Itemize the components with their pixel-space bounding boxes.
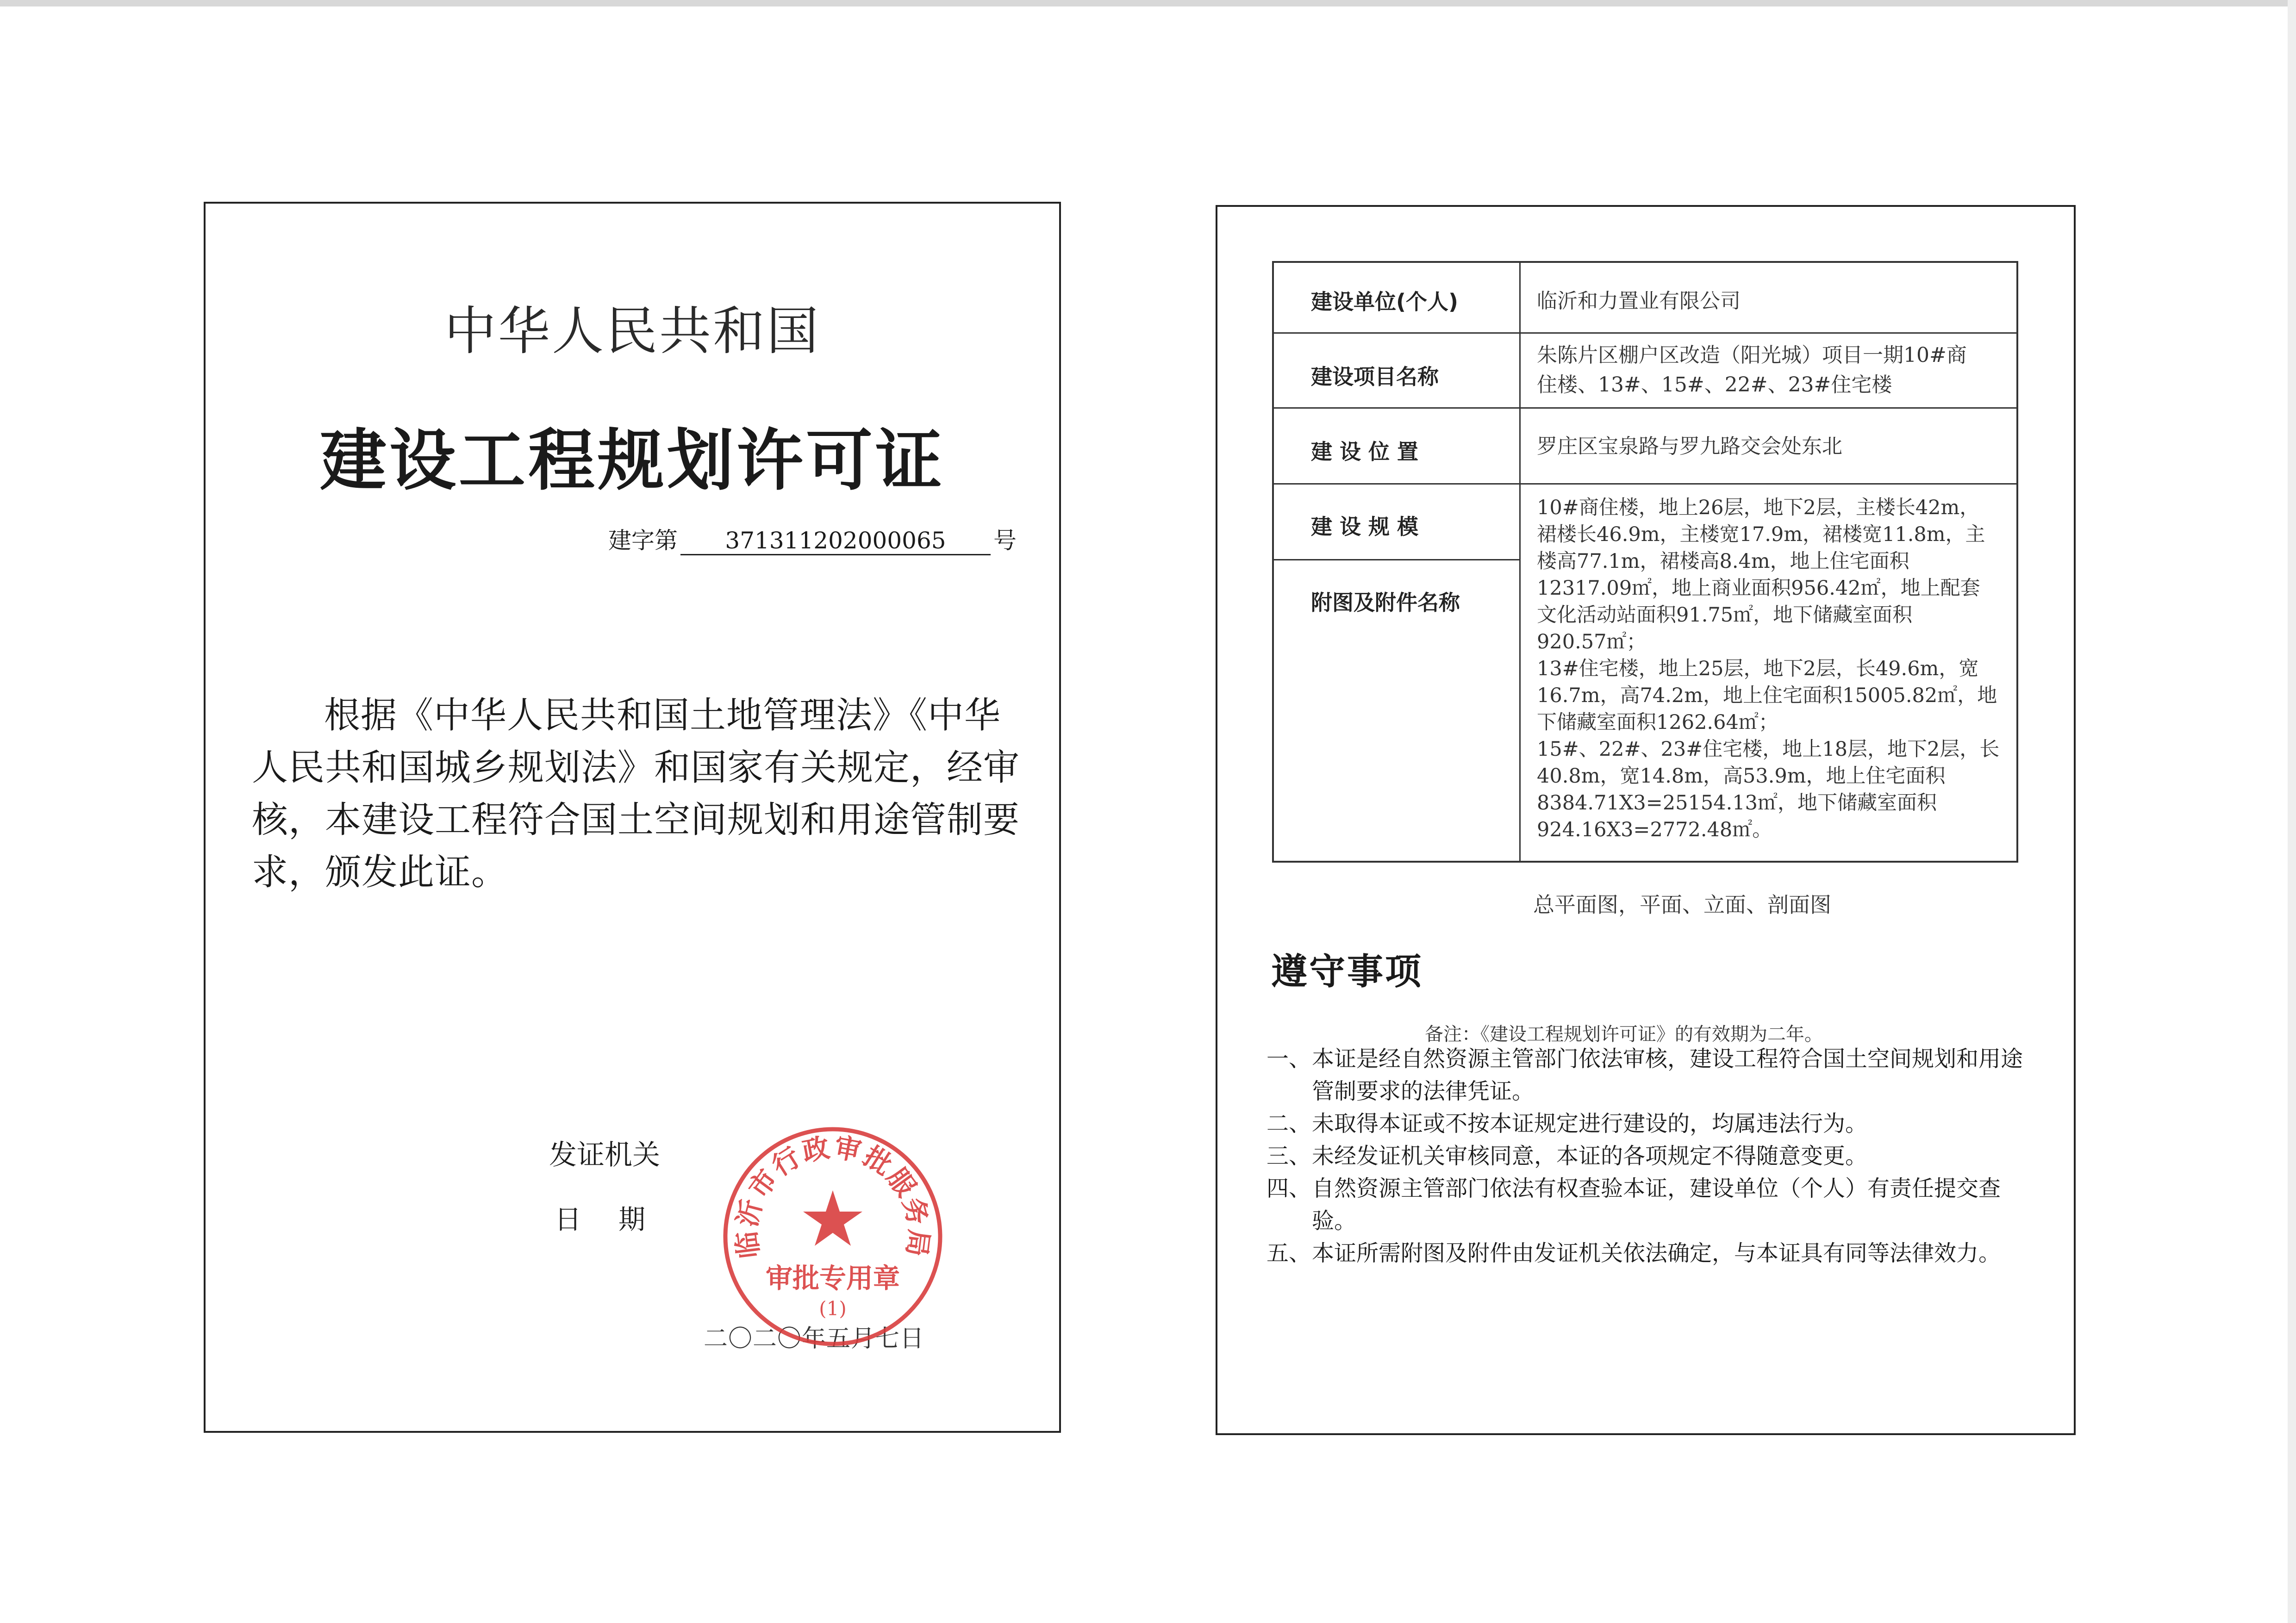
permit-number-row bbox=[608, 522, 1017, 555]
label-scale: 建 设 规 模 bbox=[1311, 514, 1419, 539]
legal-statement bbox=[252, 690, 1020, 899]
rule-text: 本证是经自然资源主管部门依法审核，建设工程符合国土空间规划和用途管制要求的法律凭证。 bbox=[1312, 1046, 2023, 1104]
scale-line: 10#商住楼，地上26层，地下2层，主楼长42m， bbox=[1537, 496, 1980, 519]
scan-edge-top bbox=[0, 0, 2296, 6]
rule-number: 四、 bbox=[1267, 1175, 1311, 1201]
value-project-name bbox=[1537, 341, 1967, 400]
permit-number-prefix: 建字第 bbox=[608, 527, 678, 554]
rule-number: 三、 bbox=[1267, 1143, 1311, 1169]
rule-item bbox=[1267, 1043, 2035, 1107]
seal-arc-text: 临沂市行政审批服务局 bbox=[730, 1131, 936, 1260]
rule-item bbox=[1267, 1237, 2035, 1269]
scale-line: 920.57㎡； bbox=[1537, 630, 1647, 653]
permit-number-suffix: 号 bbox=[993, 527, 1017, 554]
seal-center-text: 审批专用章 bbox=[765, 1262, 900, 1294]
rules-list bbox=[1267, 1043, 2035, 1269]
row-divider bbox=[1274, 559, 1519, 560]
scale-line: 文化活动站面积91.75㎡，地下储藏室面积 bbox=[1537, 603, 1913, 627]
scale-line: 楼高77.1m，裙楼高8.4m，地上住宅面积 bbox=[1537, 550, 1909, 573]
scale-line: 40.8m，宽14.8m，高53.9m，地上住宅面积 bbox=[1537, 765, 1946, 788]
scale-line: 下储藏室面积1262.64㎡； bbox=[1537, 711, 1778, 734]
scale-line: 15#、22#、23#住宅楼，地上18层，地下2层，长 bbox=[1537, 738, 2000, 761]
rule-text: 自然资源主管部门依法有权查验本证，建设单位（个人）有责任提交查验。 bbox=[1312, 1175, 2001, 1234]
value-location: 罗庄区宝泉路与罗九路交会处东北 bbox=[1537, 435, 1842, 458]
row-divider bbox=[1274, 407, 2016, 409]
date-label: 日期 bbox=[555, 1204, 683, 1235]
rule-text: 本证所需附图及附件由发证机关依法确定，与本证具有同等法律效力。 bbox=[1312, 1240, 2001, 1266]
rule-item bbox=[1267, 1172, 2035, 1237]
permit-number: 371311202000065 bbox=[680, 527, 991, 555]
official-seal-icon bbox=[717, 1121, 948, 1352]
rule-number: 一、 bbox=[1267, 1046, 1311, 1072]
rule-item bbox=[1267, 1107, 2035, 1140]
scale-line: 16.7m，高74.2m，地上住宅面积15005.82㎡，地 bbox=[1537, 684, 1997, 707]
permit-title: 建设工程规划许可证 bbox=[319, 422, 945, 499]
label-location: 建 设 位 置 bbox=[1311, 439, 1419, 464]
scan-edge-right bbox=[2288, 0, 2296, 1623]
rule-text: 未取得本证或不按本证规定进行建设的，均属违法行为。 bbox=[1312, 1111, 1868, 1137]
validity-note: 备注：《建设工程规划许可证》的有效期为二年。 bbox=[1425, 1024, 1823, 1045]
value-scale bbox=[1537, 494, 2018, 843]
permit-details-panel bbox=[1216, 205, 2076, 1435]
project-name-line: 朱陈片区棚户区改造（阳光城）项目一期10#商 bbox=[1537, 343, 1967, 367]
scale-line: 13#住宅楼，地上25层，地下2层，长49.6m，宽 bbox=[1537, 657, 1979, 680]
label-column bbox=[1274, 263, 1521, 861]
seal-star-icon bbox=[803, 1190, 862, 1246]
permit-cover-panel bbox=[204, 202, 1061, 1433]
scale-line: 8384.71X3=25154.13㎡，地下储藏室面积 bbox=[1537, 791, 1937, 815]
scale-line: 12317.09㎡，地上商业面积956.42㎡，地上配套 bbox=[1537, 577, 1980, 600]
scale-line: 924.16X3=2772.48㎡。 bbox=[1537, 818, 1772, 841]
rule-number: 二、 bbox=[1267, 1111, 1311, 1137]
label-project-name: 建设项目名称 bbox=[1311, 364, 1439, 389]
project-info-table bbox=[1272, 261, 2018, 863]
row-divider bbox=[1274, 483, 2016, 485]
attachments-list: 总平面图，平面、立面、剖面图 bbox=[1533, 892, 1831, 917]
country-name: 中华人民共和国 bbox=[444, 301, 820, 361]
notes-title: 遵守事项 bbox=[1271, 951, 1423, 993]
issue-date: 二〇二〇年五月七日 bbox=[704, 1325, 925, 1353]
scale-line: 裙楼长46.9m，主楼宽17.9m，裙楼宽11.8m，主 bbox=[1537, 523, 1985, 546]
legal-statement-text: 根据《中华人民共和国土地管理法》《中华人民共和国城乡规划法》和国家有关规定，经审核，本建设工程符合国土空间规划和用途管制要求，颁发此证。 bbox=[252, 695, 1020, 893]
rule-number: 五、 bbox=[1267, 1240, 1311, 1266]
project-name-line: 住楼、13#、15#、22#、23#住宅楼 bbox=[1537, 373, 1892, 397]
seal-sub-text: (1) bbox=[819, 1297, 847, 1320]
value-builder: 临沂和力置业有限公司 bbox=[1537, 289, 1741, 313]
rule-text: 未经发证机关审核同意，本证的各项规定不得随意变更。 bbox=[1312, 1143, 1868, 1169]
label-attachments: 附图及附件名称 bbox=[1311, 590, 1460, 615]
rule-item bbox=[1267, 1140, 2035, 1172]
issuer-label: 发证机关 bbox=[549, 1139, 660, 1171]
row-divider bbox=[1274, 332, 2016, 334]
label-builder: 建设单位(个人) bbox=[1311, 289, 1459, 314]
